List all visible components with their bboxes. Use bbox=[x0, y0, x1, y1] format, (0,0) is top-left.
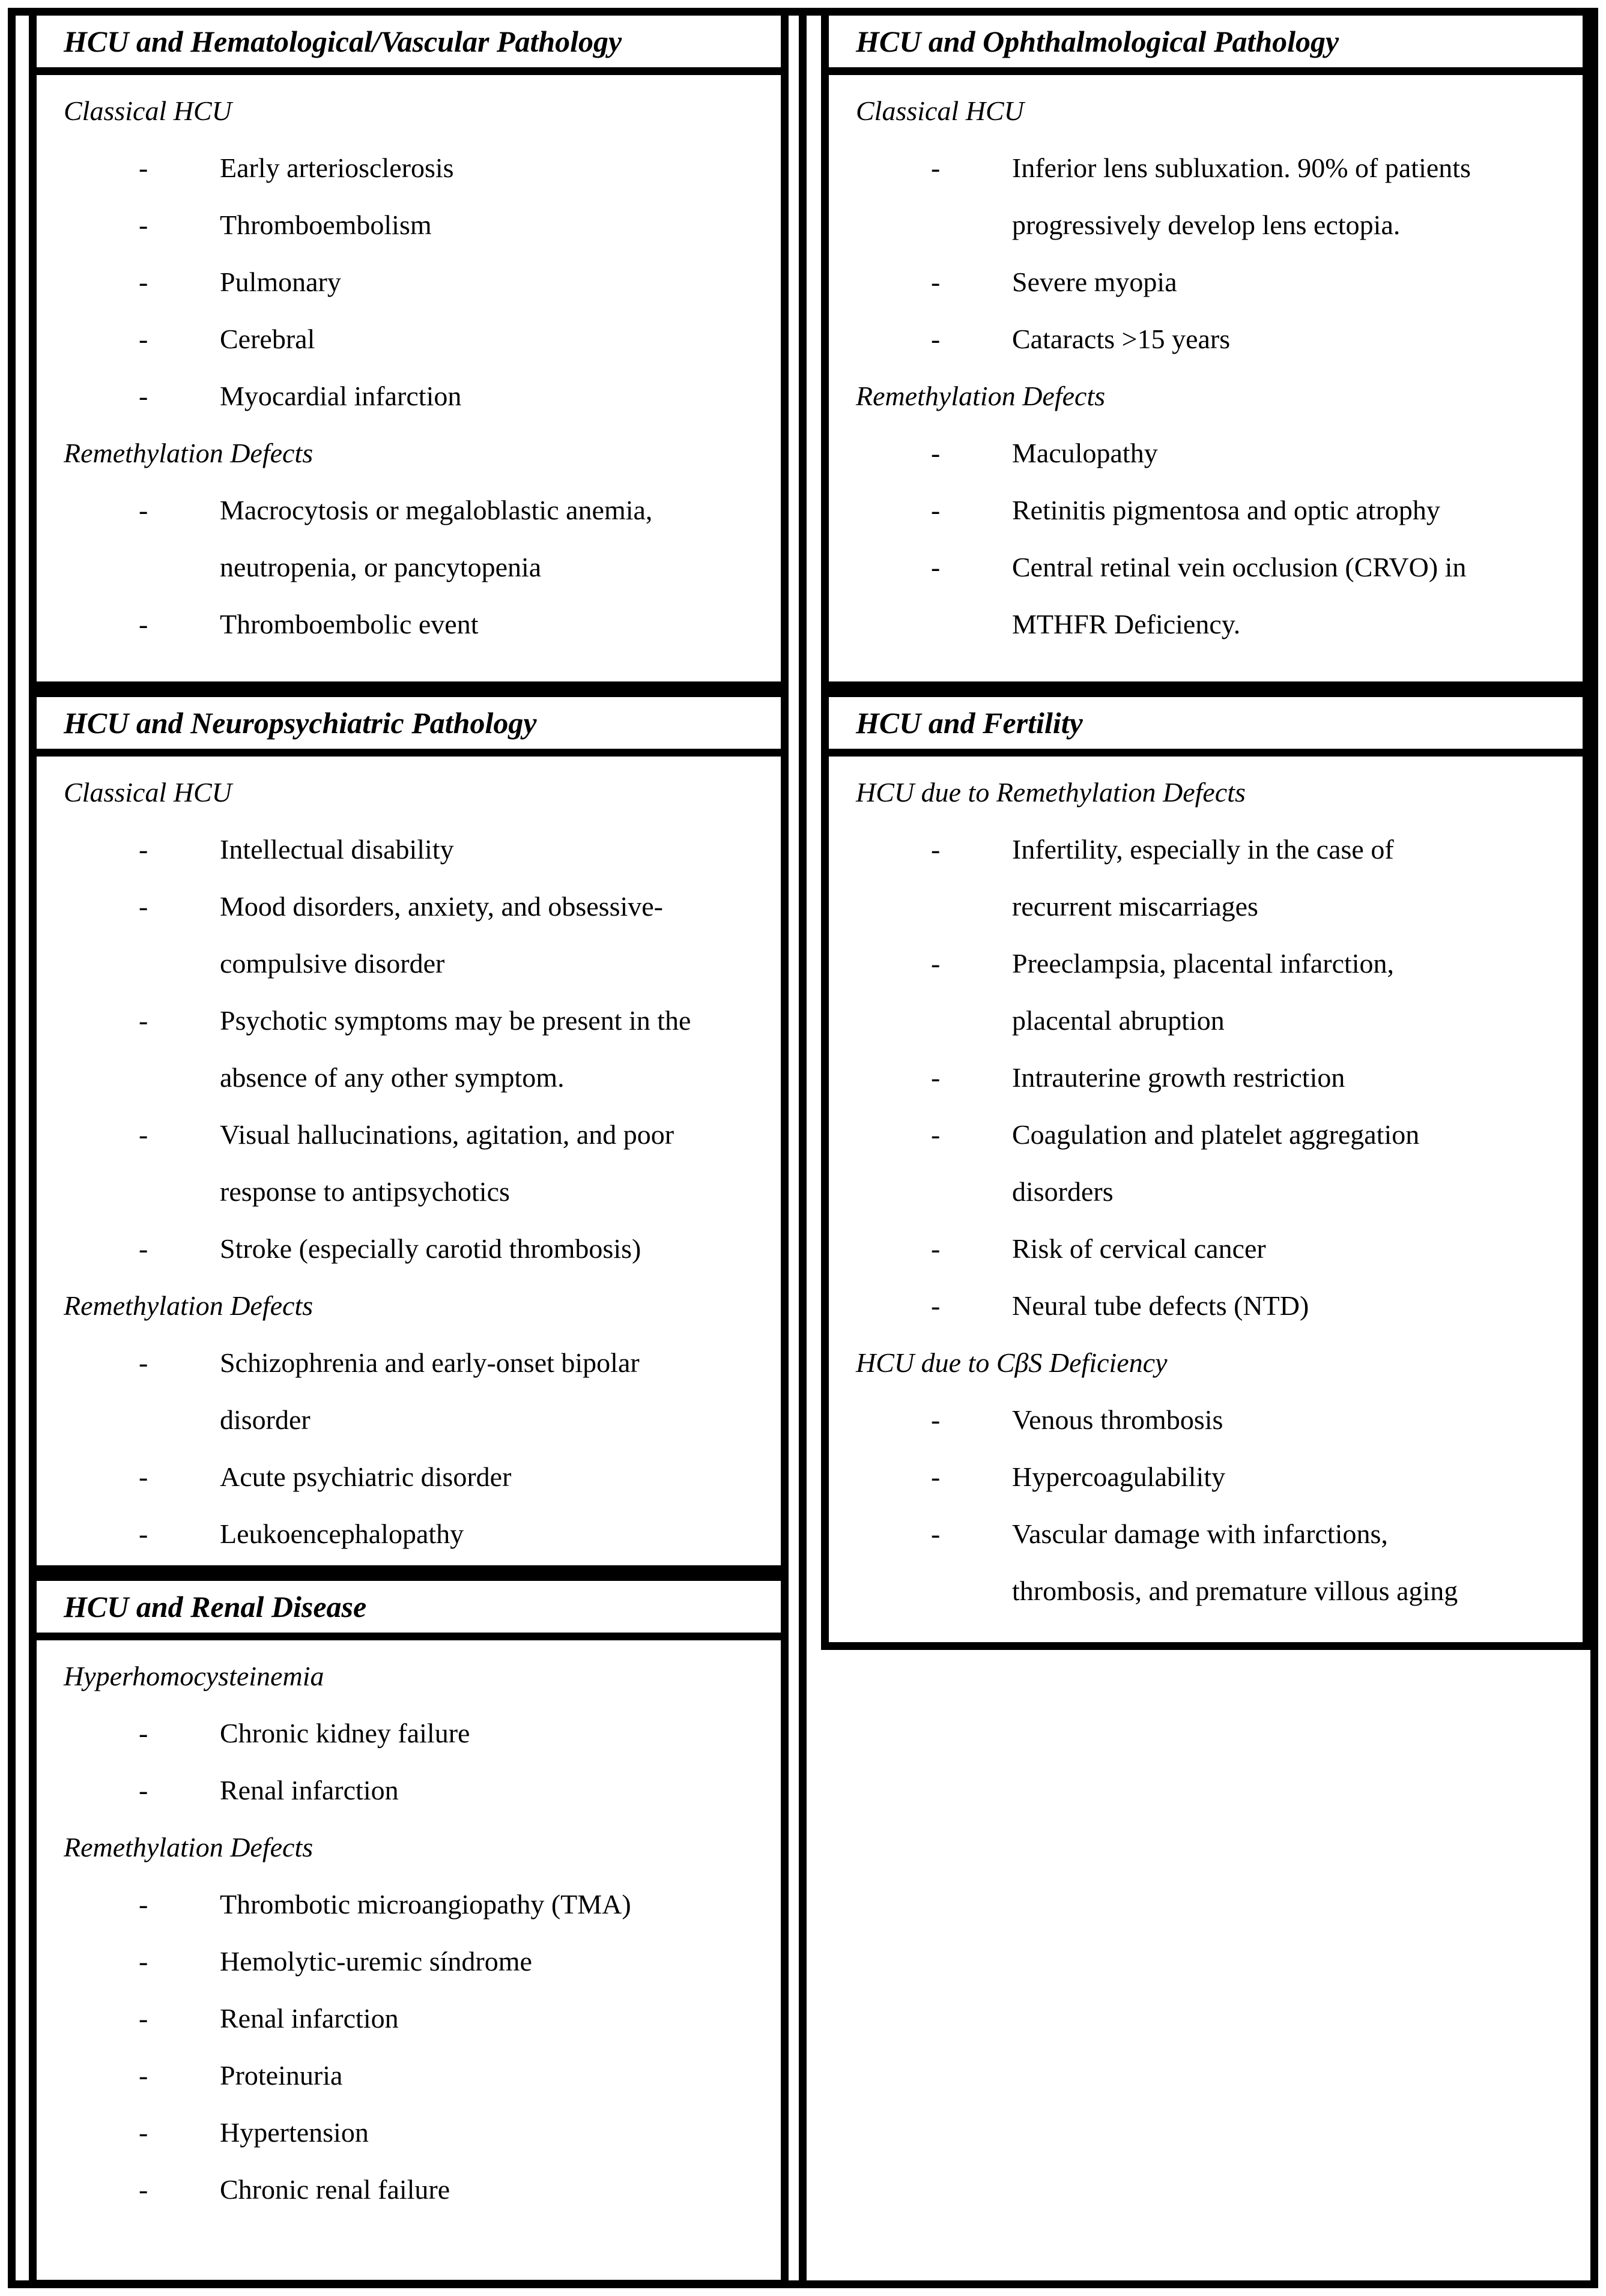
bullet-item bbox=[37, 1448, 781, 1505]
bullet-text: disorders bbox=[1012, 1176, 1114, 1207]
bullet-dash: - bbox=[931, 1518, 941, 1549]
bullet-item bbox=[37, 1990, 781, 2047]
bullet-item-continuation bbox=[829, 596, 1583, 653]
bullet-item bbox=[37, 310, 781, 367]
bullet-text: Pulmonary bbox=[220, 267, 341, 297]
bullet-text: Macrocytosis or megaloblastic anemia, bbox=[220, 495, 653, 525]
bullet-text: Mood disorders, anxiety, and obsessive- bbox=[220, 891, 663, 922]
bullet-dash: - bbox=[931, 1119, 941, 1150]
bullet-text: Cerebral bbox=[220, 324, 315, 354]
bullet-item bbox=[829, 253, 1583, 310]
bullet-dash: - bbox=[931, 153, 941, 183]
bullet-dash: - bbox=[139, 2003, 148, 2034]
bullet-item-continuation bbox=[829, 1163, 1583, 1220]
bullet-dash: - bbox=[931, 1461, 941, 1492]
bullet-item-continuation bbox=[37, 539, 781, 596]
section-label: Remethylation Defects bbox=[64, 1290, 314, 1321]
bullet-text: Hemolytic-uremic síndrome bbox=[220, 1946, 532, 1977]
bullet-text: Vascular damage with infarctions, bbox=[1012, 1518, 1388, 1549]
bullet-text: progressively develop lens ectopia. bbox=[1012, 210, 1401, 240]
box-title: HCU and Fertility bbox=[829, 697, 1583, 757]
bullet-dash: - bbox=[931, 267, 941, 297]
bullet-text: Retinitis pigmentosa and optic atrophy bbox=[1012, 495, 1440, 525]
bullet-item bbox=[829, 424, 1583, 482]
bullet-text: Hypertension bbox=[220, 2117, 369, 2148]
bullet-dash: - bbox=[139, 1119, 148, 1150]
bullet-text: absence of any other symptom. bbox=[220, 1062, 565, 1093]
box-body bbox=[829, 75, 1583, 653]
bullet-text: Coagulation and platelet aggregation bbox=[1012, 1119, 1420, 1150]
bullet-item bbox=[829, 1106, 1583, 1163]
bullet-item bbox=[37, 2047, 781, 2104]
bullet-item bbox=[37, 878, 781, 935]
bullet-item bbox=[37, 596, 781, 653]
bullet-text: Renal infarction bbox=[220, 1775, 399, 1805]
section-label: HCU due to Remethylation Defects bbox=[856, 777, 1246, 808]
bullet-dash: - bbox=[139, 210, 148, 240]
bullet-text: neutropenia, or pancytopenia bbox=[220, 552, 542, 582]
bullet-dash: - bbox=[139, 1718, 148, 1748]
bullet-dash: - bbox=[931, 495, 941, 525]
bullet-text: response to antipsychotics bbox=[220, 1176, 510, 1207]
bullet-text: Intrauterine growth restriction bbox=[1012, 1062, 1345, 1093]
bullet-text: Proteinuria bbox=[220, 2060, 343, 2091]
bullet-item bbox=[829, 821, 1583, 878]
column-divider bbox=[799, 8, 807, 2288]
bullet-item bbox=[829, 1277, 1583, 1334]
bullet-dash: - bbox=[139, 891, 148, 922]
section-label: HCU due to CβS Deficiency bbox=[856, 1347, 1168, 1378]
bullet-dash: - bbox=[931, 552, 941, 582]
bullet-dash: - bbox=[139, 1461, 148, 1492]
section-label: Remethylation Defects bbox=[64, 438, 314, 468]
bullet-dash: - bbox=[139, 495, 148, 525]
bullet-text: Thrombotic microangiopathy (TMA) bbox=[220, 1889, 631, 1920]
bullet-text: Intellectual disability bbox=[220, 834, 454, 865]
bullet-text: Inferior lens subluxation. 90% of patients bbox=[1012, 153, 1471, 183]
bullet-item-continuation bbox=[37, 1163, 781, 1220]
bullet-dash: - bbox=[931, 1404, 941, 1435]
bullet-item-continuation bbox=[37, 935, 781, 992]
bullet-dash: - bbox=[139, 834, 148, 865]
bullet-item bbox=[37, 1705, 781, 1762]
bullet-text: Psychotic symptoms may be present in the bbox=[220, 1005, 691, 1036]
bullet-dash: - bbox=[931, 1062, 941, 1093]
bullet-text: Severe myopia bbox=[1012, 267, 1177, 297]
bullet-dash: - bbox=[139, 1775, 148, 1805]
section-label: Classical HCU bbox=[64, 777, 232, 808]
bullet-dash: - bbox=[931, 324, 941, 354]
box-title: HCU and Renal Disease bbox=[37, 1581, 781, 1640]
bullet-item bbox=[37, 1876, 781, 1933]
bullet-dash: - bbox=[139, 1946, 148, 1977]
box-body bbox=[37, 75, 781, 653]
bullet-item bbox=[37, 1106, 781, 1163]
bullet-text: Schizophrenia and early-onset bipolar bbox=[220, 1347, 640, 1378]
bullet-item-continuation bbox=[829, 1562, 1583, 1619]
bullet-dash: - bbox=[931, 1233, 941, 1264]
box-body bbox=[829, 757, 1583, 1619]
bullet-text: Risk of cervical cancer bbox=[1012, 1233, 1266, 1264]
bullet-item bbox=[829, 1391, 1583, 1448]
bullet-item bbox=[37, 482, 781, 539]
bullet-dash: - bbox=[139, 1889, 148, 1920]
bullet-text: Chronic kidney failure bbox=[220, 1718, 470, 1748]
bullet-text: placental abruption bbox=[1012, 1005, 1225, 1036]
bullet-text: Hypercoagulability bbox=[1012, 1461, 1226, 1492]
bullet-item-continuation bbox=[829, 878, 1583, 935]
bullet-dash: - bbox=[139, 267, 148, 297]
bullet-item bbox=[37, 253, 781, 310]
bullet-item bbox=[829, 310, 1583, 367]
bullet-item bbox=[37, 1505, 781, 1562]
bullet-item bbox=[829, 139, 1583, 196]
bullet-item bbox=[829, 1448, 1583, 1505]
bullet-text: Cataracts >15 years bbox=[1012, 324, 1231, 354]
bullet-text: compulsive disorder bbox=[220, 948, 445, 979]
bullet-text: Infertility, especially in the case of bbox=[1012, 834, 1394, 865]
bullet-text: Chronic renal failure bbox=[220, 2174, 450, 2205]
bullet-text: Thromboembolism bbox=[220, 210, 432, 240]
bullet-text: thrombosis, and premature villous aging bbox=[1012, 1575, 1458, 1606]
bullet-dash: - bbox=[139, 1005, 148, 1036]
bullet-item bbox=[829, 1220, 1583, 1277]
pathology-box bbox=[821, 8, 1590, 689]
bullet-item bbox=[829, 935, 1583, 992]
bullet-text: MTHFR Deficiency. bbox=[1012, 609, 1241, 639]
box-body bbox=[37, 1640, 781, 2218]
bullet-text: disorder bbox=[220, 1404, 311, 1435]
bullet-item bbox=[829, 1505, 1583, 1562]
bullet-item-continuation bbox=[829, 992, 1583, 1049]
section-label: Remethylation Defects bbox=[856, 381, 1106, 411]
bullet-item bbox=[37, 992, 781, 1049]
bullet-item bbox=[37, 1220, 781, 1277]
bullet-text: Venous thrombosis bbox=[1012, 1404, 1223, 1435]
bullet-text: Acute psychiatric disorder bbox=[220, 1461, 512, 1492]
bullet-dash: - bbox=[139, 381, 148, 411]
bullet-text: Preeclampsia, placental infarction, bbox=[1012, 948, 1395, 979]
pathology-box bbox=[821, 689, 1590, 1650]
pathology-box bbox=[29, 689, 789, 1573]
bullet-item bbox=[37, 1334, 781, 1391]
bullet-dash: - bbox=[139, 324, 148, 354]
bullet-text: Thromboembolic event bbox=[220, 609, 479, 639]
box-title: HCU and Hematological/Vascular Pathology bbox=[37, 16, 781, 75]
bullet-item bbox=[37, 1762, 781, 1819]
bullet-item-continuation bbox=[829, 196, 1583, 253]
bullet-item bbox=[37, 1933, 781, 1990]
bullet-text: Stroke (especially carotid thrombosis) bbox=[220, 1233, 641, 1264]
bullet-dash: - bbox=[931, 834, 941, 865]
bullet-text: Renal infarction bbox=[220, 2003, 399, 2034]
bullet-text: recurrent miscarriages bbox=[1012, 891, 1258, 922]
bullet-dash: - bbox=[139, 1518, 148, 1549]
bullet-item-continuation bbox=[37, 1049, 781, 1106]
bullet-item bbox=[829, 482, 1583, 539]
bullet-dash: - bbox=[139, 153, 148, 183]
bullet-item bbox=[37, 2161, 781, 2218]
section-label: Classical HCU bbox=[64, 95, 232, 126]
bullet-text: Visual hallucinations, agitation, and poor bbox=[220, 1119, 674, 1150]
bullet-text: Central retinal vein occlusion (CRVO) in bbox=[1012, 552, 1467, 582]
bullet-dash: - bbox=[931, 948, 941, 979]
bullet-item bbox=[37, 2104, 781, 2161]
section-label: Hyperhomocysteinemia bbox=[64, 1661, 324, 1691]
pathology-box bbox=[29, 1573, 789, 2288]
bullet-dash: - bbox=[139, 609, 148, 639]
bullet-text: Early arteriosclerosis bbox=[220, 153, 454, 183]
right-column bbox=[821, 0, 1590, 2296]
bullet-item-continuation bbox=[37, 1391, 781, 1448]
bullet-text: Neural tube defects (NTD) bbox=[1012, 1290, 1309, 1321]
box-body bbox=[37, 757, 781, 1562]
bullet-dash: - bbox=[139, 1233, 148, 1264]
bullet-item bbox=[37, 367, 781, 424]
bullet-item bbox=[37, 821, 781, 878]
box-title: HCU and Ophthalmological Pathology bbox=[829, 16, 1583, 75]
bullet-item bbox=[37, 139, 781, 196]
bullet-text: Myocardial infarction bbox=[220, 381, 462, 411]
bullet-dash: - bbox=[931, 1290, 941, 1321]
bullet-text: Maculopathy bbox=[1012, 438, 1158, 468]
bullet-dash: - bbox=[139, 2060, 148, 2091]
bullet-item bbox=[829, 539, 1583, 596]
pathology-box bbox=[29, 8, 789, 689]
bullet-text: Leukoencephalopathy bbox=[220, 1518, 464, 1549]
bullet-item bbox=[37, 196, 781, 253]
bullet-dash: - bbox=[931, 438, 941, 468]
box-title: HCU and Neuropsychiatric Pathology bbox=[37, 697, 781, 757]
section-label: Classical HCU bbox=[856, 95, 1024, 126]
section-label: Remethylation Defects bbox=[64, 1832, 314, 1862]
bullet-dash: - bbox=[139, 1347, 148, 1378]
bullet-dash: - bbox=[139, 2174, 148, 2205]
bullet-dash: - bbox=[139, 2117, 148, 2148]
left-column bbox=[29, 0, 789, 2296]
bullet-item bbox=[829, 1049, 1583, 1106]
